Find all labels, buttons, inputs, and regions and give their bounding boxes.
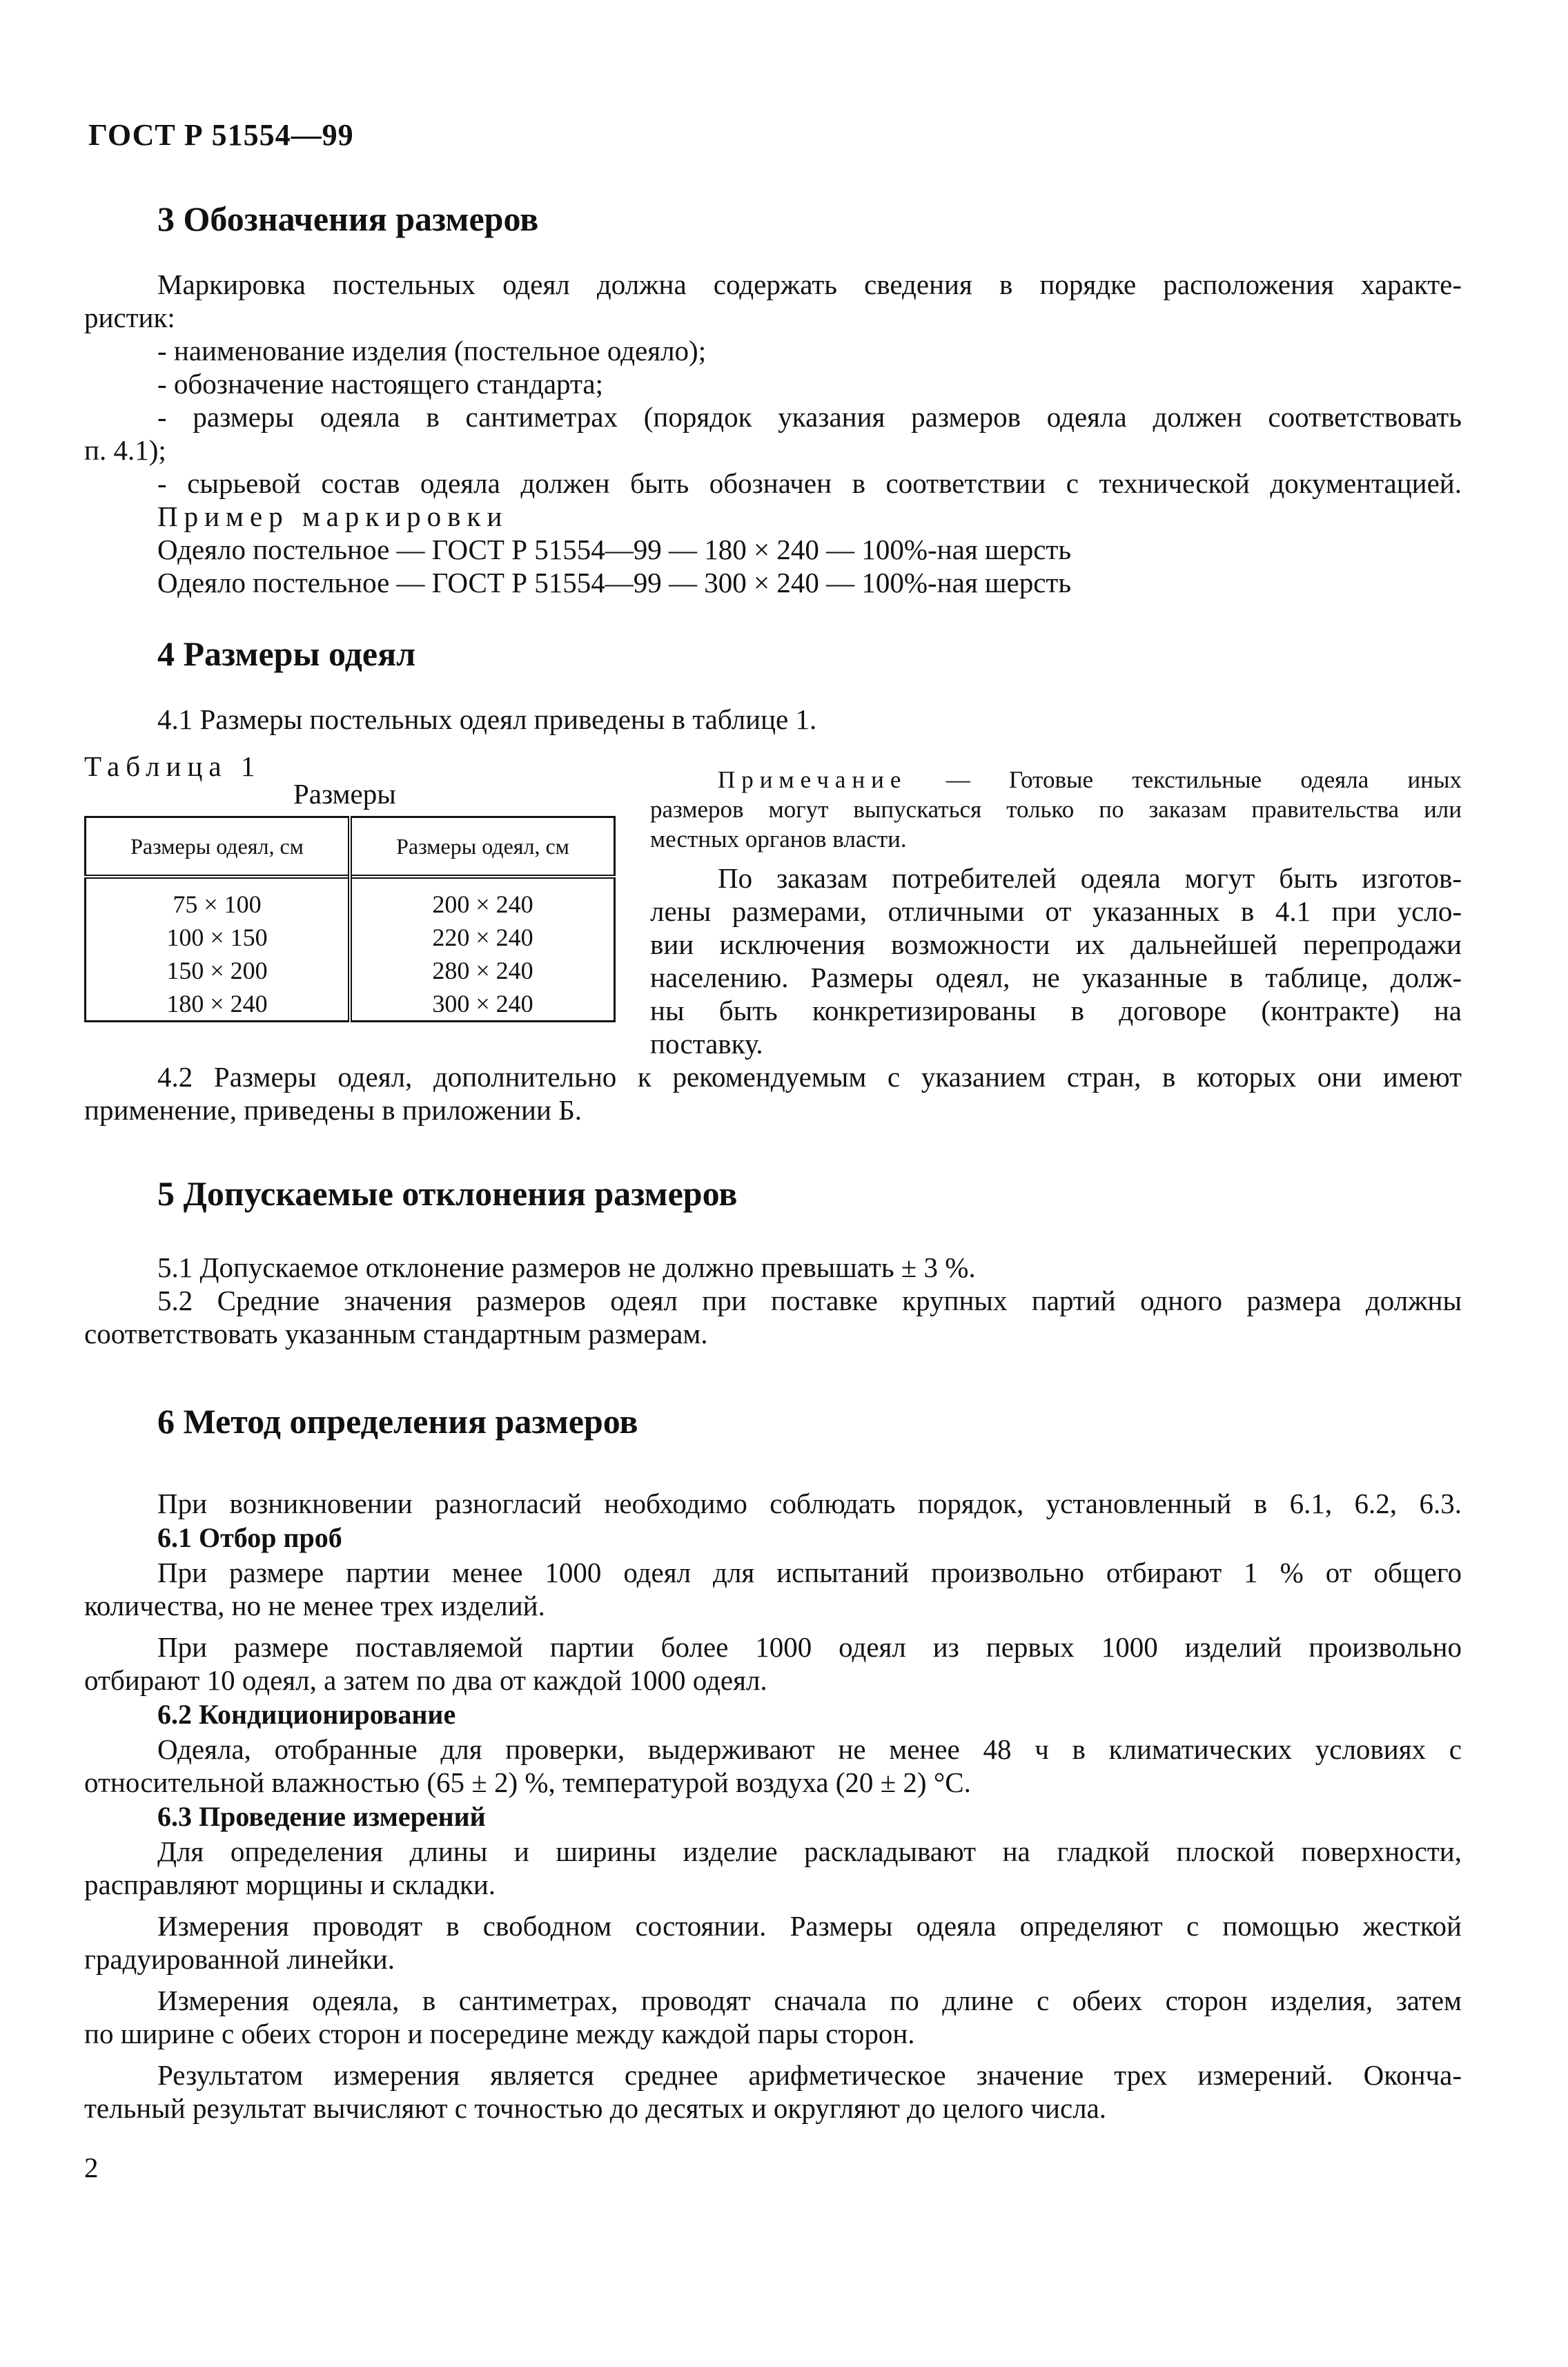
s3-intro-line1: Маркировка постельных одеял должна содержать сведения в порядке расположения характе- — [157, 269, 1462, 300]
s5-paragraph-52-line2: соответствовать указанным стандартным размерам. — [84, 1318, 708, 1350]
note-line2: размеров могут выпускаться только по заказам правительства или — [650, 796, 1462, 823]
s3-example-label: Пример маркировки — [157, 500, 509, 532]
s3-bullet-3-line2: п. 4.1); — [84, 434, 166, 466]
section-6-title: 6 Метод определения размеров — [157, 1402, 638, 1441]
s6-63d-line1: Результатом измерения является среднее арифметическое значение трех измерений. Оконча- — [157, 2059, 1462, 2091]
table-cell: 220 × 240 — [350, 921, 615, 954]
table-row — [86, 921, 615, 954]
table-header-row — [86, 817, 615, 877]
note-label: Примечание — [718, 766, 908, 793]
s6-63a-line2: расправляют морщины и складки. — [84, 1869, 496, 1900]
side-para-line2: лены размерами, отличными от указанных в 4.1 при усло- — [650, 895, 1462, 927]
table-row — [86, 877, 615, 921]
s3-example-1: Одеяло постельное — ГОСТ Р 51554—99 — 180 × 240 — 100%-ная шерсть — [157, 534, 1072, 565]
table-row — [86, 954, 615, 987]
table-cell: 75 × 100 — [86, 877, 351, 921]
side-para-line3: вии исключения возможности их дальнейшей перепродажи — [650, 928, 1462, 960]
s6-62-line1: Одеяла, отобранные для проверки, выдерживают не менее 48 ч в климатических условиях с — [157, 1733, 1462, 1765]
s6-63d-line2: тельный результат вычисляют с точностью до десятых и округляют до целого числа. — [84, 2092, 1107, 2124]
table-cell: 300 × 240 — [350, 987, 615, 1022]
note-line3: местных органов власти. — [650, 826, 907, 853]
page-number: 2 — [84, 2152, 99, 2183]
s6-61b-line2: отбирают 10 одеял, а затем по два от каждой 1000 одеял. — [84, 1664, 767, 1696]
s6-61b-line1: При размере поставляемой партии более 1000 одеял из первых 1000 изделий произвольно — [157, 1631, 1462, 1663]
s6-61a-line2: количества, но не менее трех изделий. — [84, 1590, 545, 1621]
s6-61a-line1: При размере партии менее 1000 одеял для испытаний произвольно отбирают 1 % от общего — [157, 1557, 1462, 1588]
section-4-title: 4 Размеры одеял — [157, 634, 416, 673]
side-para-line1: По заказам потребителей одеяла могут быть изготов- — [718, 862, 1462, 894]
section-5-title: 5 Допускаемые отклонения размеров — [157, 1174, 738, 1213]
table-label: Таблица 1 — [84, 750, 262, 782]
s6-63b-line2: градуированной линейки. — [84, 1943, 395, 1975]
s6-63b-line1: Измерения проводят в свободном состоянии. Размеры одеяла определяют с помощью жесткой — [157, 1910, 1462, 1942]
s5-paragraph-51: 5.1 Допускаемое отклонение размеров не должно превышать ± 3 %. — [157, 1251, 976, 1283]
side-para-line4: населению. Размеры одеял, не указанные в таблице, долж- — [650, 962, 1462, 993]
note-line1 — [718, 765, 1462, 795]
s3-bullet-3-line1: - размеры одеяла в сантиметрах (порядок указания размеров одеяла должен соответствовать — [157, 401, 1462, 433]
side-para-line6: поставку. — [650, 1028, 763, 1060]
s6-intro: При возникновении разногласий необходимо соблюдать порядок, установленный в 6.1, 6.2, 6.3. — [157, 1488, 1462, 1519]
s6-63c-line1: Измерения одеяла, в сантиметрах, проводят сначала по длине с обеих сторон изделия, затем — [157, 1985, 1462, 2016]
s4-paragraph-41: 4.1 Размеры постельных одеял приведены в таблице 1. — [157, 703, 817, 735]
table-cell: 200 × 240 — [350, 877, 615, 921]
table-cell: 150 × 200 — [86, 954, 351, 987]
note-line1-text: — Готовые текстильные одеяла иных — [945, 766, 1462, 793]
table-caption: Размеры — [293, 778, 396, 810]
table-cell: 100 × 150 — [86, 921, 351, 954]
s4-paragraph-42-line2: применение, приведены в приложении Б. — [84, 1094, 582, 1126]
table-header-cell: Размеры одеял, см — [86, 817, 351, 877]
s6-62-line2: относительной влажностью (65 ± 2) %, температурой воздуха (20 ± 2) °С. — [84, 1766, 971, 1798]
s3-bullet-2: - обозначение настоящего стандарта; — [157, 368, 603, 400]
doc-header: ГОСТ Р 51554—99 — [88, 118, 354, 152]
s3-bullet-4: - сырьевой состав одеяла должен быть обозначен в соответствии с технической документацией. — [157, 467, 1462, 499]
subsection-62-title: 6.2 Кондиционирование — [157, 1699, 456, 1730]
table-header-cell: Размеры одеял, см — [350, 817, 615, 877]
subsection-61-title: 6.1 Отбор проб — [157, 1522, 342, 1553]
s3-example-2: Одеяло постельное — ГОСТ Р 51554—99 — 300 × 240 — 100%-ная шерсть — [157, 567, 1072, 598]
table-row — [86, 987, 615, 1022]
s5-paragraph-52-line1: 5.2 Средние значения размеров одеял при поставке крупных партий одного размера должны — [157, 1285, 1462, 1316]
sizes-table — [84, 816, 616, 1022]
table-cell: 180 × 240 — [86, 987, 351, 1022]
s3-bullet-1: - наименование изделия (постельное одеяло); — [157, 335, 707, 367]
s6-63a-line1: Для определения длины и ширины изделие раскладывают на гладкой плоской поверхности, — [157, 1835, 1462, 1867]
s6-63c-line2: по ширине с обеих сторон и посередине между каждой пары сторон. — [84, 2018, 915, 2049]
section-3-title: 3 Обозначения размеров — [157, 199, 539, 238]
table-cell: 280 × 240 — [350, 954, 615, 987]
s4-paragraph-42-line1: 4.2 Размеры одеял, дополнительно к рекомендуемым с указанием стран, в которых они имеют — [157, 1061, 1462, 1093]
subsection-63-title: 6.3 Проведение измерений — [157, 1801, 486, 1832]
side-para-line5: ны быть конкретизированы в договоре (контракте) на — [650, 995, 1462, 1026]
s3-intro-line2: ристик: — [84, 302, 175, 333]
